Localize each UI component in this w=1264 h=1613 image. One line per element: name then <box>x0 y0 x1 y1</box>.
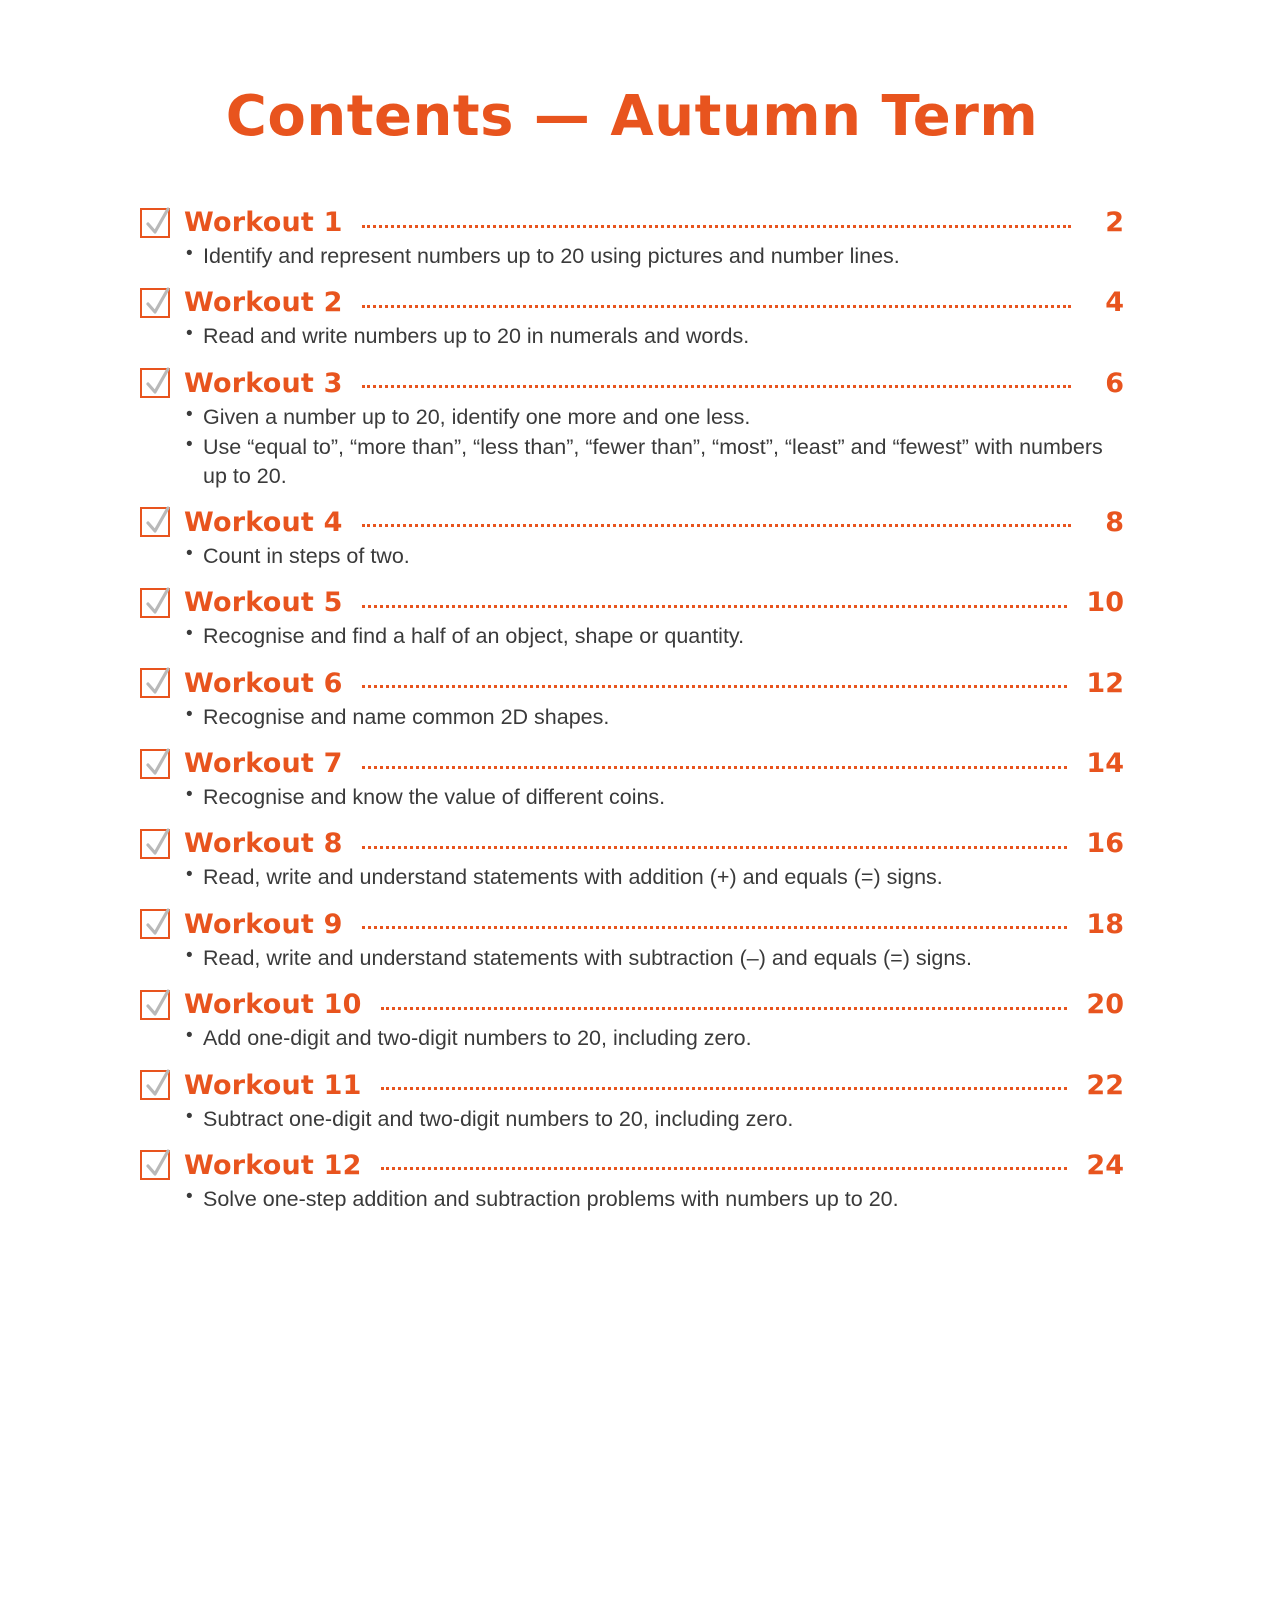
contents-entry <box>140 207 1124 270</box>
objective-item: • Read, write and understand statements with addition (+) and equals (=) signs. <box>186 863 1103 891</box>
contents-entry <box>140 1150 1124 1213</box>
entry-objectives <box>186 1105 1124 1133</box>
contents-entry-head[interactable] <box>140 368 1124 399</box>
checkbox-2[interactable] <box>140 288 170 318</box>
objective-item: • Solve one-step addition and subtraction problems with numbers up to 20. <box>186 1185 1103 1213</box>
leader-dots <box>381 993 1068 1010</box>
checkbox-8[interactable] <box>140 829 170 859</box>
entry-objectives <box>186 242 1124 270</box>
entry-objectives <box>186 1185 1124 1213</box>
checkbox-10[interactable] <box>140 990 170 1020</box>
entry-objectives <box>186 322 1124 350</box>
contents-entry <box>140 989 1124 1052</box>
leader-dots <box>362 752 1068 769</box>
entry-label: Workout 11 <box>184 1069 362 1101</box>
checkmark-icon <box>144 506 172 538</box>
contents-entry <box>140 587 1124 650</box>
checkbox-5[interactable] <box>140 588 170 618</box>
entry-objectives <box>186 622 1124 650</box>
checkbox-1[interactable] <box>140 208 170 238</box>
leader-dots <box>362 510 1071 527</box>
entry-objectives <box>186 403 1124 490</box>
contents-entry-head[interactable] <box>140 207 1124 238</box>
checkbox-12[interactable] <box>140 1150 170 1180</box>
entry-objectives <box>186 863 1124 891</box>
entry-objectives <box>186 944 1124 972</box>
checkmark-icon <box>144 667 172 699</box>
entry-page-number: 14 <box>1086 748 1124 779</box>
contents-entry-head[interactable] <box>140 587 1124 618</box>
contents-entry <box>140 507 1124 570</box>
checkmark-icon <box>144 287 172 319</box>
checkmark-icon <box>144 367 172 399</box>
entry-page-number: 2 <box>1105 207 1124 238</box>
contents-entry-head[interactable] <box>140 909 1124 940</box>
entry-page-number: 20 <box>1086 989 1124 1021</box>
checkbox-6[interactable] <box>140 668 170 698</box>
leader-dots <box>362 291 1071 308</box>
entry-page-number: 12 <box>1086 667 1124 699</box>
contents-entry <box>140 1070 1124 1133</box>
contents-list <box>140 207 1124 1213</box>
entry-objectives <box>186 703 1124 731</box>
entry-page-number: 16 <box>1086 828 1124 860</box>
leader-dots <box>381 1073 1068 1090</box>
checkmark-icon <box>144 828 172 860</box>
objective-item: • Given a number up to 20, identify one more and one less. <box>186 403 1103 431</box>
checkmark-icon <box>144 587 172 619</box>
entry-page-number: 10 <box>1086 587 1124 619</box>
contents-entry <box>140 828 1124 891</box>
entry-page-number: 24 <box>1086 1149 1124 1181</box>
entry-page-number: 4 <box>1105 287 1124 319</box>
contents-entry-head[interactable] <box>140 507 1124 538</box>
objective-item: • Count in steps of two. <box>186 542 1103 570</box>
checkbox-3[interactable] <box>140 368 170 398</box>
entry-label: Workout 6 <box>184 667 343 699</box>
entry-label: Workout 1 <box>184 207 343 238</box>
entry-label: Workout 10 <box>184 989 362 1021</box>
entry-label: Workout 12 <box>184 1149 362 1181</box>
objective-item: • Use “equal to”, “more than”, “less than”, “fewer than”, “most”, “least” and “fewest” with numbers up to 20. <box>186 433 1103 490</box>
checkmark-icon <box>144 748 172 780</box>
entry-objectives <box>186 1024 1124 1052</box>
checkbox-4[interactable] <box>140 507 170 537</box>
contents-entry-head[interactable] <box>140 828 1124 859</box>
contents-entry <box>140 368 1124 490</box>
leader-dots <box>362 832 1068 849</box>
entry-label: Workout 9 <box>184 908 343 940</box>
contents-entry <box>140 748 1124 811</box>
entry-page-number: 8 <box>1105 506 1124 538</box>
leader-dots <box>362 591 1068 608</box>
checkbox-9[interactable] <box>140 909 170 939</box>
checkmark-icon <box>144 1069 172 1101</box>
leader-dots <box>362 371 1071 388</box>
checkmark-icon <box>144 908 172 940</box>
entry-label: Workout 8 <box>184 828 343 860</box>
contents-entry <box>140 668 1124 731</box>
entry-label: Workout 4 <box>184 506 343 538</box>
contents-entry-head[interactable] <box>140 748 1124 779</box>
entry-page-number: 6 <box>1105 367 1124 399</box>
contents-entry <box>140 909 1124 972</box>
objective-item: • Recognise and name common 2D shapes. <box>186 703 1103 731</box>
checkmark-icon <box>144 207 172 239</box>
checkmark-icon <box>144 1149 172 1181</box>
objective-item: • Read and write numbers up to 20 in numerals and words. <box>186 322 1103 350</box>
entry-label: Workout 3 <box>184 367 343 399</box>
checkmark-icon <box>144 989 172 1021</box>
objective-item: • Read, write and understand statements with subtraction (–) and equals (=) signs. <box>186 944 1103 972</box>
objective-item: • Recognise and find a half of an object, shape or quantity. <box>186 622 1103 650</box>
contents-entry-head[interactable] <box>140 287 1124 318</box>
contents-entry-head[interactable] <box>140 1150 1124 1181</box>
leader-dots <box>362 671 1068 688</box>
contents-entry <box>140 287 1124 350</box>
entry-page-number: 22 <box>1086 1069 1124 1101</box>
objective-item: • Subtract one-digit and two-digit numbers to 20, including zero. <box>186 1105 1103 1133</box>
entry-label: Workout 2 <box>184 287 343 319</box>
entry-label: Workout 5 <box>184 587 343 619</box>
checkbox-11[interactable] <box>140 1070 170 1100</box>
leader-dots <box>362 912 1068 929</box>
objective-item: • Recognise and know the value of different coins. <box>186 783 1103 811</box>
checkbox-7[interactable] <box>140 749 170 779</box>
contents-entry-head[interactable] <box>140 1070 1124 1101</box>
entry-label: Workout 7 <box>184 748 343 779</box>
objective-item: • Identify and represent numbers up to 20 using pictures and number lines. <box>186 242 1103 270</box>
leader-dots <box>381 1153 1068 1170</box>
page-title: Contents — Autumn Term <box>225 84 1039 149</box>
leader-dots <box>362 211 1071 228</box>
entry-page-number: 18 <box>1086 908 1124 940</box>
objective-item: • Add one-digit and two-digit numbers to 20, including zero. <box>186 1024 1103 1052</box>
contents-entry-head[interactable] <box>140 668 1124 699</box>
contents-entry-head[interactable] <box>140 989 1124 1020</box>
entry-objectives <box>186 542 1124 570</box>
entry-objectives <box>186 783 1124 811</box>
